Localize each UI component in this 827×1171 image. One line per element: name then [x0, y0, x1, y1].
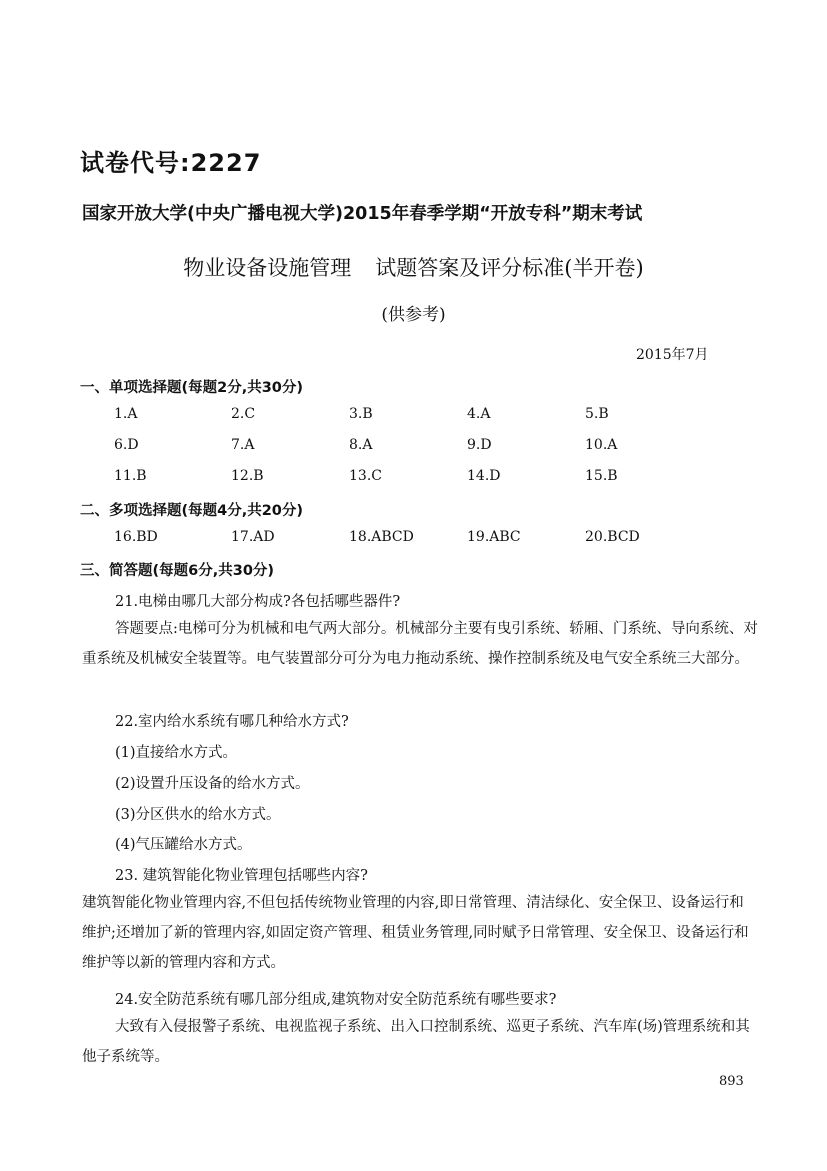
question-21: 21.电梯由哪几大部分构成?各包括哪些器件?: [115, 594, 401, 610]
answer-item: 16.BD: [114, 529, 158, 545]
answer-item: 8.A: [349, 437, 373, 453]
answer-item: 20.BCD: [585, 529, 640, 545]
answer-item: 11.B: [114, 468, 147, 484]
answer-item: 9.D: [467, 437, 492, 453]
answer-item: 1.A: [114, 406, 138, 422]
question-24: 24.安全防范系统有哪几部分组成,建筑物对安全防范系统有哪些要求?: [115, 992, 557, 1008]
answer-22-item: (2)设置升压设备的给水方式。: [115, 776, 310, 792]
answer-item: 18.ABCD: [349, 529, 414, 545]
answer-21: 答题要点:电梯可分为机械和电气两大部分。机械部分主要有曳引系统、轿厢、门系统、导向系统、对重系统及机械安全装置等。电气装置部分可分为电力拖动系统、操作控制系统及电气安全系统三大部分。: [82, 621, 758, 667]
answer-item: 6.D: [114, 437, 139, 453]
page-number: 893: [719, 1074, 744, 1089]
answer-item: 2.C: [231, 406, 256, 422]
reference-note: (供参考): [381, 305, 446, 325]
exam-date: 2015年7月: [636, 347, 709, 363]
answer-item: 13.C: [349, 468, 382, 484]
paper-code: 试卷代号:2227: [80, 149, 262, 177]
answer-22-item: (3)分区供水的给水方式。: [115, 807, 281, 823]
section1-heading: 一、单项选择题(每题2分,共30分): [80, 380, 304, 396]
answer-item: 7.A: [231, 437, 255, 453]
exam-title: 国家开放大学(中央广播电视大学)2015年春季学期“开放专科”期末考试: [82, 204, 643, 224]
question-23: 23. 建筑智能化物业管理包括哪些内容?: [115, 868, 368, 884]
answer-item: 19.ABC: [467, 529, 521, 545]
answer-item: 5.B: [585, 406, 609, 422]
answer-item: 10.A: [585, 437, 618, 453]
course-title: 物业设备设施管理: [183, 256, 352, 280]
answer-item: 14.D: [467, 468, 501, 484]
question-22: 22.室内给水系统有哪几种给水方式?: [115, 714, 349, 730]
section2-heading: 二、多项选择题(每题4分,共20分): [80, 503, 304, 519]
answer-23: 建筑智能化物业管理内容,不但包括传统物业管理的内容,即日常管理、清洁绿化、安全保卫、设备运行和维护;还增加了新的管理内容,如固定资产管理、租赁业务管理,同时赋予日常管理、安全保卫、设备运行和维护等以新的管理内容和方式。: [82, 895, 749, 971]
section3-heading: 三、简答题(每题6分,共30分): [80, 563, 275, 579]
answer-22-item: (1)直接给水方式。: [115, 745, 238, 761]
answer-item: 12.B: [231, 468, 264, 484]
answer-24: 大致有入侵报警子系统、电视监视子系统、出入口控制系统、巡更子系统、汽车库(场)管理系统和其他子系统等。: [82, 1019, 750, 1065]
answer-item: 4.A: [467, 406, 491, 422]
answer-title: 试题答案及评分标准(半开卷): [375, 256, 644, 280]
answer-item: 15.B: [585, 468, 618, 484]
answer-item: 17.AD: [231, 529, 275, 545]
answer-item: 3.B: [349, 406, 373, 422]
answer-22-item: (4)气压罐给水方式。: [115, 837, 252, 853]
document-title: [0, 252, 827, 282]
